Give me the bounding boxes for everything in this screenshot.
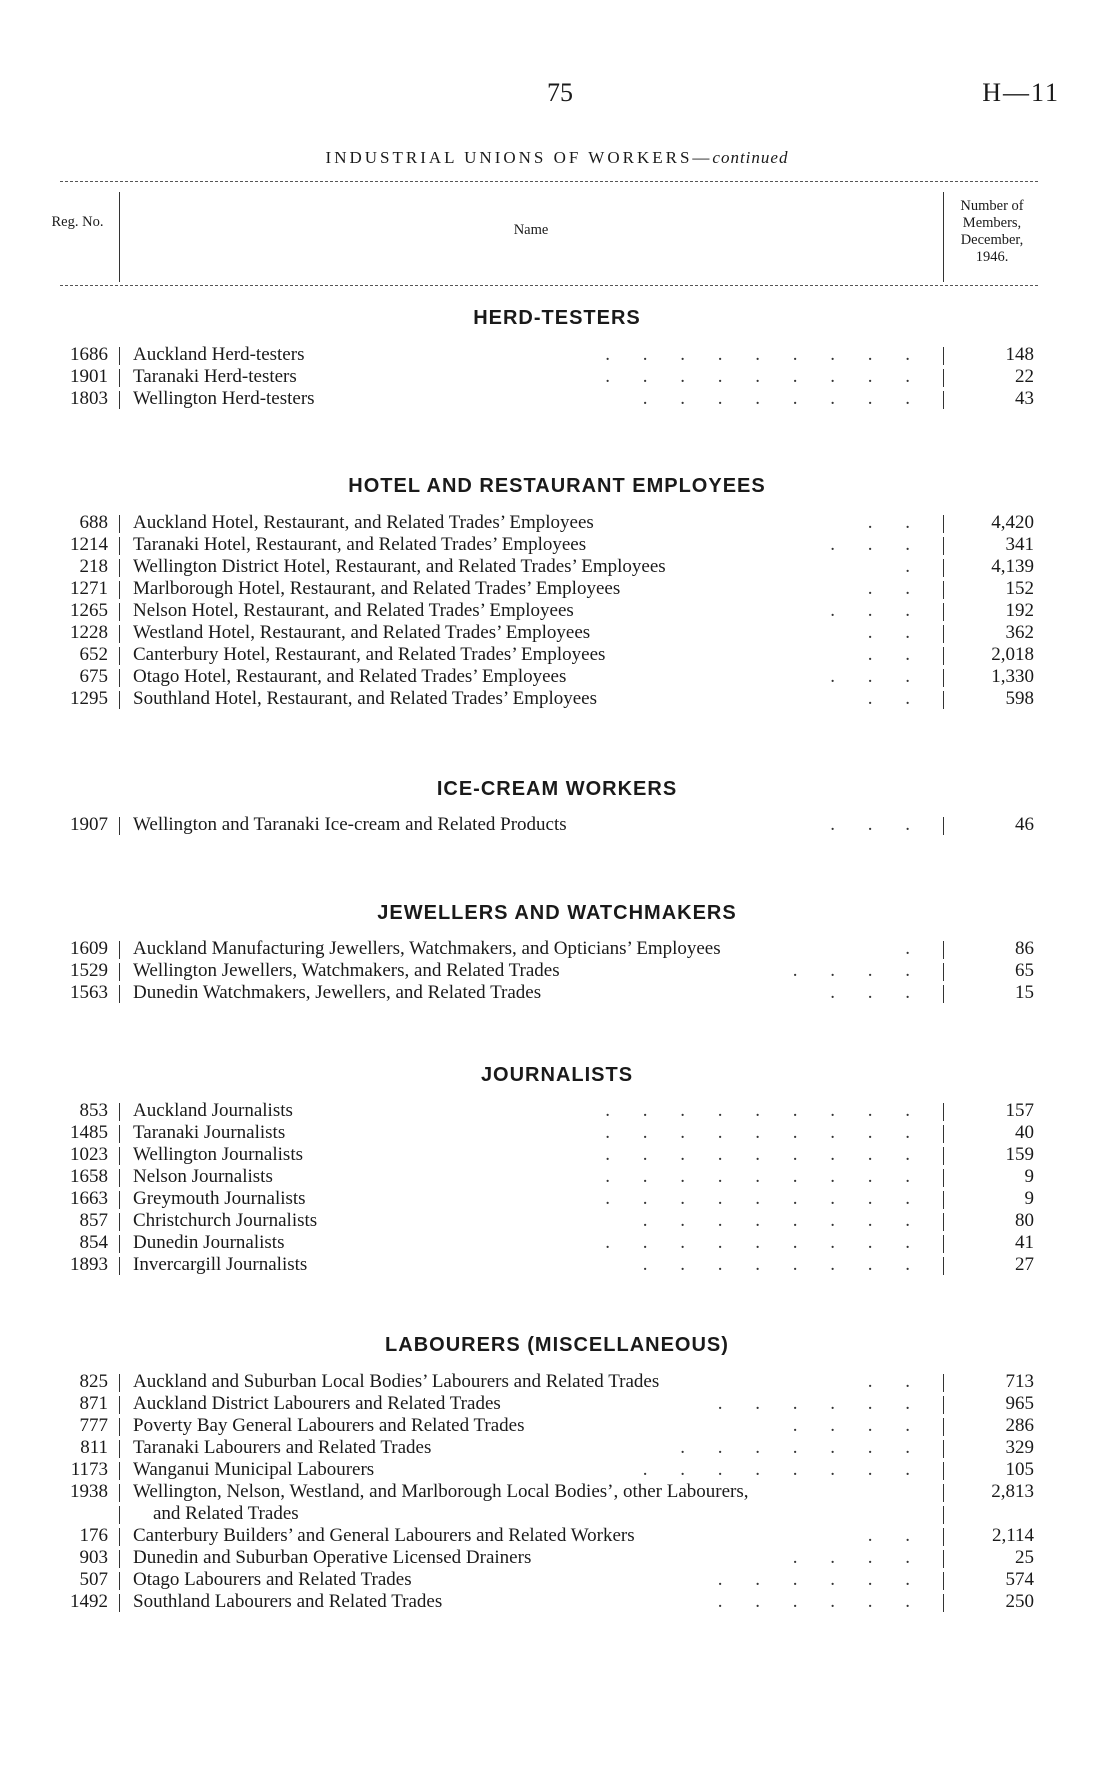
- leader-dots: . .: [867, 578, 924, 599]
- leader-dots: .: [905, 556, 924, 577]
- member-count: 9: [1024, 1188, 1034, 1209]
- row-divider-left: [119, 1147, 120, 1165]
- table-row: [0, 1569, 1114, 1591]
- union-name: Westland Hotel, Restaurant, and Related Trades’ Employees: [133, 622, 591, 643]
- section-heading: ICE-CREAM WORKERS: [436, 778, 678, 800]
- reg-no: 688: [79, 512, 108, 533]
- member-count: 40: [1015, 1122, 1034, 1143]
- union-name: Auckland Manufacturing Jewellers, Watchmakers, and Opticians’ Employees: [133, 938, 721, 959]
- reg-no: 1658: [70, 1166, 108, 1187]
- table-row: [0, 1254, 1114, 1276]
- leader-dots: . . . . . . . . .: [605, 1232, 924, 1253]
- reg-no: 857: [79, 1210, 108, 1231]
- member-count: 341: [1005, 534, 1034, 555]
- row-divider-right: [943, 691, 944, 709]
- row-divider-right: [943, 963, 944, 981]
- union-name: Wellington, Nelson, Westland, and Marlborough Local Bodies’, other Labourers,: [133, 1481, 749, 1502]
- member-count: 80: [1015, 1210, 1034, 1231]
- union-name: Wellington District Hotel, Restaurant, and Related Trades’ Employees: [133, 556, 666, 577]
- reg-no: 507: [79, 1569, 108, 1590]
- member-count: 2,018: [991, 644, 1034, 665]
- row-divider-right: [943, 625, 944, 643]
- member-count: 286: [1005, 1415, 1034, 1436]
- col-header-reg-no: Reg. No.: [51, 214, 104, 230]
- table-row: [0, 1591, 1114, 1613]
- leader-dots: . . . . . . . . .: [605, 1188, 924, 1209]
- leader-dots: . . . . . . . . .: [605, 366, 924, 387]
- table-row: [0, 1144, 1114, 1166]
- row-divider-left: [119, 1191, 120, 1209]
- member-count: 329: [1005, 1437, 1034, 1458]
- row-divider-left: [119, 1374, 120, 1392]
- row-divider-left: [119, 1396, 120, 1414]
- union-name: Wellington and Taranaki Ice-cream and Related Products: [133, 814, 567, 835]
- row-divider-left: [119, 1484, 120, 1502]
- row-divider-right: [943, 369, 944, 387]
- table-top-rule: [60, 181, 1038, 182]
- leader-dots: . . . . . . . . .: [605, 1122, 924, 1143]
- col-header-members: Number of Members, December, 1946.: [960, 198, 1024, 265]
- section-heading: HOTEL AND RESTAURANT EMPLOYEES: [348, 475, 766, 497]
- leader-dots: . . . . . . .: [680, 1437, 924, 1458]
- row-divider-left: [119, 963, 120, 981]
- reg-no: 1228: [70, 622, 108, 643]
- row-divider-right: [943, 1506, 944, 1524]
- leader-dots: . . . . . . . . .: [605, 1100, 924, 1121]
- row-divider-right: [943, 1235, 944, 1253]
- member-count: 9: [1024, 1166, 1034, 1187]
- row-divider-right: [943, 391, 944, 409]
- union-name: Auckland Herd-testers: [133, 344, 305, 365]
- reg-no: 1173: [70, 1459, 108, 1480]
- row-divider-left: [119, 1594, 120, 1612]
- row-divider-right: [943, 1396, 944, 1414]
- row-divider-right: [943, 1169, 944, 1187]
- reg-no: 1893: [70, 1254, 108, 1275]
- union-name: Auckland District Labourers and Related Trades: [133, 1393, 501, 1414]
- table-row: [0, 938, 1114, 960]
- row-divider-right: [943, 1594, 944, 1612]
- leader-dots: . . . .: [792, 1415, 924, 1436]
- row-divider-right: [943, 1213, 944, 1231]
- row-divider-right: [943, 1550, 944, 1568]
- table-row: [0, 512, 1114, 534]
- reg-no: 903: [79, 1547, 108, 1568]
- leader-dots: . .: [867, 1525, 924, 1546]
- row-divider-left: [119, 1103, 120, 1121]
- row-divider-left: [119, 1213, 120, 1231]
- table-row: [0, 1210, 1114, 1232]
- member-count: 713: [1005, 1371, 1034, 1392]
- row-divider-left: [119, 1550, 120, 1568]
- reg-no: 1214: [70, 534, 108, 555]
- leader-dots: . .: [867, 1371, 924, 1392]
- row-divider-left: [119, 369, 120, 387]
- leader-dots: . . . . . . . .: [642, 1210, 924, 1231]
- row-divider-right: [943, 603, 944, 621]
- page-title: [0, 148, 1114, 168]
- member-count: 1,330: [991, 666, 1034, 687]
- member-count: 4,139: [991, 556, 1034, 577]
- union-name: Southland Labourers and Related Trades: [133, 1591, 443, 1612]
- row-divider-right: [943, 1191, 944, 1209]
- section-heading: JOURNALISTS: [480, 1064, 634, 1086]
- union-name: Nelson Hotel, Restaurant, and Related Trades’ Employees: [133, 600, 574, 621]
- page-code: H—11: [982, 78, 1060, 107]
- row-divider-right: [943, 1147, 944, 1165]
- member-count: 4,420: [991, 512, 1034, 533]
- row-divider-right: [943, 515, 944, 533]
- row-divider-right: [943, 537, 944, 555]
- row-divider-right: [943, 581, 944, 599]
- leader-dots: . . .: [830, 982, 924, 1003]
- leader-dots: . . . . . . . . .: [605, 1166, 924, 1187]
- reg-no: 1485: [70, 1122, 108, 1143]
- table-row: [0, 688, 1114, 710]
- table-row: [0, 1503, 1114, 1525]
- leader-dots: . .: [867, 622, 924, 643]
- table-row: [0, 814, 1114, 836]
- row-divider-right: [943, 1125, 944, 1143]
- union-name: Invercargill Journalists: [133, 1254, 308, 1275]
- row-divider-left: [119, 1235, 120, 1253]
- table-row: [0, 1415, 1114, 1437]
- reg-no: 1563: [70, 982, 108, 1003]
- leader-dots: . . . . . . . . .: [605, 1144, 924, 1165]
- row-divider-left: [119, 537, 120, 555]
- leader-dots: . .: [867, 688, 924, 709]
- row-divider-right: [943, 1374, 944, 1392]
- member-count: 15: [1015, 982, 1034, 1003]
- union-name: Canterbury Builders’ and General Labourers and Related Workers: [133, 1525, 635, 1546]
- reg-no: 825: [79, 1371, 108, 1392]
- member-count: 43: [1015, 388, 1034, 409]
- reg-no: 675: [79, 666, 108, 687]
- table-row: [0, 578, 1114, 600]
- table-row: [0, 622, 1114, 644]
- row-divider-right: [943, 985, 944, 1003]
- row-divider-left: [119, 515, 120, 533]
- table-row: [0, 344, 1114, 366]
- row-divider-left: [119, 1440, 120, 1458]
- union-name: Taranaki Journalists: [133, 1122, 286, 1143]
- union-name: Dunedin Journalists: [133, 1232, 285, 1253]
- union-name: Auckland Journalists: [133, 1100, 293, 1121]
- row-divider-left: [119, 391, 120, 409]
- row-divider-left: [119, 941, 120, 959]
- row-divider-left: [119, 625, 120, 643]
- reg-no: 176: [79, 1525, 108, 1546]
- union-name: Dunedin and Suburban Operative Licensed Drainers: [133, 1547, 532, 1568]
- union-name: Taranaki Hotel, Restaurant, and Related Trades’ Employees: [133, 534, 587, 555]
- reg-no: 1023: [70, 1144, 108, 1165]
- header-divider-right: [943, 192, 944, 282]
- member-count: 22: [1015, 366, 1034, 387]
- table-row: [0, 600, 1114, 622]
- page-title-text: INDUSTRIAL UNIONS OF WORKERS—: [325, 148, 713, 167]
- union-name: Wanganui Municipal Labourers: [133, 1459, 375, 1480]
- reg-no: 1609: [70, 938, 108, 959]
- page-number: 75: [547, 78, 573, 107]
- row-divider-left: [119, 581, 120, 599]
- table-row: [0, 1188, 1114, 1210]
- member-count: 27: [1015, 1254, 1034, 1275]
- reg-no: 1686: [70, 344, 108, 365]
- table-row: [0, 534, 1114, 556]
- union-name: Nelson Journalists: [133, 1166, 273, 1187]
- union-name: Otago Labourers and Related Trades: [133, 1569, 412, 1590]
- union-name: Auckland Hotel, Restaurant, and Related Trades’ Employees: [133, 512, 594, 533]
- page-title-continued: continued: [712, 148, 789, 167]
- reg-no: 1529: [70, 960, 108, 981]
- table-row: [0, 1547, 1114, 1569]
- union-name: Otago Hotel, Restaurant, and Related Trades’ Employees: [133, 666, 567, 687]
- member-count: 46: [1015, 814, 1034, 835]
- table-row: [0, 644, 1114, 666]
- union-name: Wellington Herd-testers: [133, 388, 315, 409]
- leader-dots: . .: [867, 644, 924, 665]
- reg-no: 1295: [70, 688, 108, 709]
- table-row: [0, 1459, 1114, 1481]
- table-row: [0, 366, 1114, 388]
- member-count: 2,813: [991, 1481, 1034, 1502]
- row-divider-left: [119, 1257, 120, 1275]
- leader-dots: . . . . . .: [717, 1393, 924, 1414]
- leader-dots: . . .: [830, 534, 924, 555]
- section-heading: JEWELLERS AND WATCHMAKERS: [377, 902, 737, 924]
- union-name: Greymouth Journalists: [133, 1188, 306, 1209]
- member-count: 159: [1005, 1144, 1034, 1165]
- table-row: [0, 1525, 1114, 1547]
- member-count: 105: [1005, 1459, 1034, 1480]
- member-count: 2,114: [991, 1525, 1034, 1546]
- member-count: 65: [1015, 960, 1034, 981]
- union-name: Canterbury Hotel, Restaurant, and Related Trades’ Employees: [133, 644, 606, 665]
- reg-no: 1938: [70, 1481, 108, 1502]
- reg-no: 652: [79, 644, 108, 665]
- leader-dots: . . . . . .: [717, 1569, 924, 1590]
- member-count: 41: [1015, 1232, 1034, 1253]
- reg-no: 853: [79, 1100, 108, 1121]
- union-name: Dunedin Watchmakers, Jewellers, and Related Trades: [133, 982, 542, 1003]
- reg-no: 1271: [70, 578, 108, 599]
- row-divider-left: [119, 1572, 120, 1590]
- leader-dots: . . . . . . . .: [642, 388, 924, 409]
- row-divider-left: [119, 1169, 120, 1187]
- union-name: Poverty Bay General Labourers and Related Trades: [133, 1415, 525, 1436]
- union-name: Wellington Journalists: [133, 1144, 303, 1165]
- leader-dots: .: [905, 938, 924, 959]
- table-row: [0, 1232, 1114, 1254]
- row-divider-right: [943, 941, 944, 959]
- leader-dots: . . . . . . . . .: [605, 344, 924, 365]
- row-divider-left: [119, 817, 120, 835]
- table-row: [0, 666, 1114, 688]
- reg-no: 1663: [70, 1188, 108, 1209]
- table-row: [0, 388, 1114, 410]
- member-count: 157: [1005, 1100, 1034, 1121]
- row-divider-right: [943, 1103, 944, 1121]
- union-name: Taranaki Herd-testers: [133, 366, 297, 387]
- row-divider-right: [943, 1257, 944, 1275]
- section-heading: HERD-TESTERS: [473, 307, 641, 329]
- union-name: Auckland and Suburban Local Bodies’ Labourers and Related Trades: [133, 1371, 660, 1392]
- table-row: [0, 556, 1114, 578]
- union-name: Christchurch Journalists: [133, 1210, 318, 1231]
- row-divider-left: [119, 691, 120, 709]
- table-row: [0, 1481, 1114, 1503]
- row-divider-left: [119, 347, 120, 365]
- reg-no: 854: [79, 1232, 108, 1253]
- member-count: 965: [1005, 1393, 1034, 1414]
- row-divider-right: [943, 559, 944, 577]
- union-name: Wellington Jewellers, Watchmakers, and Related Trades: [133, 960, 560, 981]
- row-divider-left: [119, 669, 120, 687]
- row-divider-right: [943, 1572, 944, 1590]
- row-divider-right: [943, 817, 944, 835]
- leader-dots: . . .: [830, 666, 924, 687]
- row-divider-left: [119, 603, 120, 621]
- table-header-rule: [60, 285, 1038, 286]
- row-divider-left: [119, 1125, 120, 1143]
- row-divider-right: [943, 1440, 944, 1458]
- table-row: [0, 1393, 1114, 1415]
- row-divider-left: [119, 559, 120, 577]
- member-count: 86: [1015, 938, 1034, 959]
- table-row: [0, 1122, 1114, 1144]
- union-name: Southland Hotel, Restaurant, and Related Trades’ Employees: [133, 688, 598, 709]
- row-divider-right: [943, 669, 944, 687]
- leader-dots: . . .: [830, 814, 924, 835]
- leader-dots: . . . .: [792, 960, 924, 981]
- leader-dots: . . . . . .: [717, 1591, 924, 1612]
- table-row: [0, 1437, 1114, 1459]
- section-heading: LABOURERS (MISCELLANEOUS): [385, 1334, 729, 1356]
- leader-dots: . . . . . . . .: [642, 1459, 924, 1480]
- row-divider-left: [119, 647, 120, 665]
- member-count: 192: [1005, 600, 1034, 621]
- col-header-name: Name: [513, 222, 549, 238]
- row-divider-left: [119, 1418, 120, 1436]
- row-divider-right: [943, 647, 944, 665]
- row-divider-right: [943, 1528, 944, 1546]
- leader-dots: . . .: [830, 600, 924, 621]
- member-count: 574: [1005, 1569, 1034, 1590]
- reg-no: 1901: [70, 366, 108, 387]
- reg-no: 218: [79, 556, 108, 577]
- reg-no: 1265: [70, 600, 108, 621]
- row-divider-right: [943, 1462, 944, 1480]
- reg-no: 1907: [70, 814, 108, 835]
- leader-dots: . .: [867, 512, 924, 533]
- reg-no: 1803: [70, 388, 108, 409]
- table-row: [0, 1100, 1114, 1122]
- leader-dots: . . . . . . . .: [642, 1254, 924, 1275]
- reg-no: 871: [79, 1393, 108, 1414]
- union-name: Taranaki Labourers and Related Trades: [133, 1437, 432, 1458]
- row-divider-left: [119, 1462, 120, 1480]
- row-divider-right: [943, 347, 944, 365]
- table-row: [0, 1371, 1114, 1393]
- union-name: Marlborough Hotel, Restaurant, and Related Trades’ Employees: [133, 578, 621, 599]
- row-divider-left: [119, 1528, 120, 1546]
- reg-no: 811: [80, 1437, 108, 1458]
- reg-no: 1492: [70, 1591, 108, 1612]
- member-count: 25: [1015, 1547, 1034, 1568]
- member-count: 598: [1005, 688, 1034, 709]
- union-name: and Related Trades: [153, 1503, 299, 1524]
- reg-no: 777: [79, 1415, 108, 1436]
- row-divider-right: [943, 1484, 944, 1502]
- table-row: [0, 960, 1114, 982]
- table-row: [0, 1166, 1114, 1188]
- member-count: 148: [1005, 344, 1034, 365]
- row-divider-left: [119, 985, 120, 1003]
- member-count: 250: [1005, 1591, 1034, 1612]
- table-row: [0, 982, 1114, 1004]
- member-count: 362: [1005, 622, 1034, 643]
- member-count: 152: [1005, 578, 1034, 599]
- row-divider-left: [119, 1506, 120, 1524]
- leader-dots: . . . .: [792, 1547, 924, 1568]
- row-divider-right: [943, 1418, 944, 1436]
